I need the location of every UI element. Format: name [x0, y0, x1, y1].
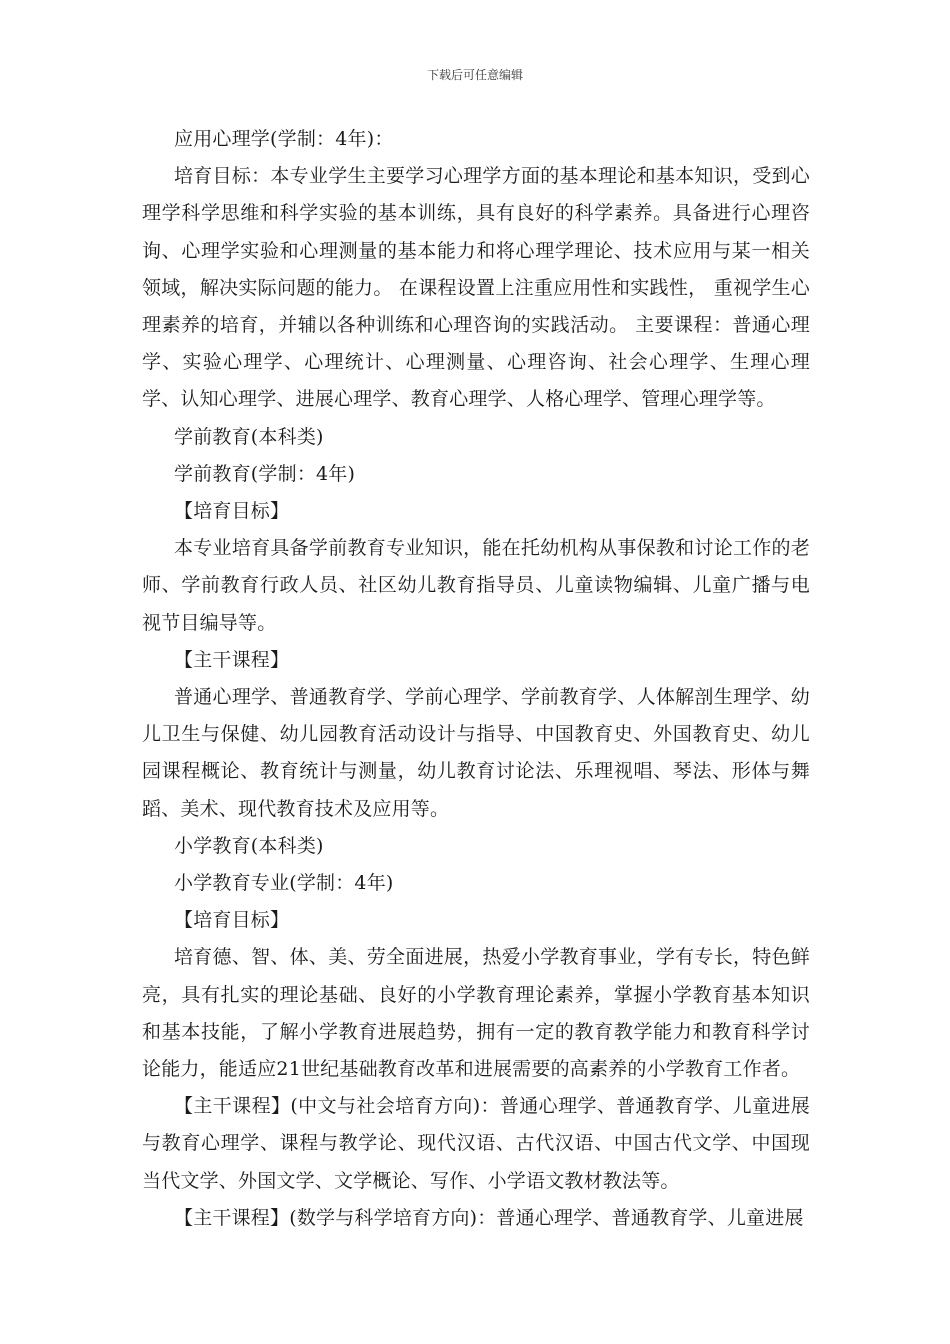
paragraph-preschool-goal: 本专业培育具备学前教育专业知识，能在托幼机构从事保教和讨论工作的老师、学前教育行政人员、社区幼儿教育指导员、儿童读物编辑、儿童广播与电视节目编导等。: [142, 537, 810, 634]
paragraph-primary-goal: 培育德、智、体、美、劳全面进展，热爱小学教育事业，学有专长，特色鲜亮，具有扎实的理论基础、良好的小学教育理论素养，掌握小学教育基本知识和基本技能，了解小学教育进展趋势，拥有一定的教育教学能力和教育科学讨论能力，能适应21世纪基础教育改革和进展需要的高素养的小学教育工作者。: [142, 946, 810, 1081]
paragraph-primary-heading: 小学教育(本科类): [174, 834, 324, 857]
paragraph-primary-goal-heading: 【培育目标】: [174, 909, 290, 932]
header-note: 下载后可任意编辑: [426, 68, 523, 82]
paragraph-preschool-courses-heading: 【主干课程】: [174, 648, 290, 671]
paragraph-primary-title: 小学教育专业(学制：4年): [174, 872, 394, 895]
paragraph-preschool-courses: 普通心理学、普通教育学、学前心理学、学前教育学、人体解剖生理学、幼儿卫生与保健、幼儿园教育活动设计与指导、中国教育史、外国教育史、幼儿园课程概论、教育统计与测量，幼儿教育讨论法、乐理视唱、琴法、形体与舞蹈、美术、现代教育技术及应用等。: [142, 686, 810, 820]
paragraph-applied-psychology-title: 应用心理学(学制：4年)：: [174, 128, 394, 150]
paragraph-primary-courses-math: 【主干课程】(数学与科学培育方向)：普通心理学、普通教育学、儿童进展: [174, 1206, 804, 1229]
paragraph-preschool-title: 学前教育(学制：4年): [174, 462, 356, 485]
document-body: [142, 121, 810, 1237]
paragraph-preschool-heading: 学前教育(本科类): [174, 425, 324, 448]
paragraph-applied-psychology-goal: 培育目标：本专业学生主要学习心理学方面的基本理论和基本知识，受到心理学科学思维和科学实验的基本训练，具有良好的科学素养。具备进行心理咨询、心理学实验和心理测量的基本能力和将心理学理论、技术应用与某一相关领域，解决实际问题的能力。 在课程设置上注重应用性和实践性， 重视学生心理素养的培育，并辅以各种训练和心理咨询的实践活动。 主要课程：普通心理学、实验心理学、心理统计、心理测量、心理咨询、社会心理学、生理心理学、认知心理学、进展心理学、教育心理学、人格心理学、管理心理学等。: [142, 165, 810, 411]
paragraph-primary-courses-chinese: 【主干课程】(中文与社会培育方向)：普通心理学、普通教育学、儿童进展与教育心理学、课程与教学论、现代汉语、古代汉语、中国古代文学、中国现当代文学、外国文学、文学概论、写作、小学语文教材教法等。: [142, 1095, 810, 1192]
paragraph-preschool-goal-heading: 【培育目标】: [174, 500, 290, 523]
